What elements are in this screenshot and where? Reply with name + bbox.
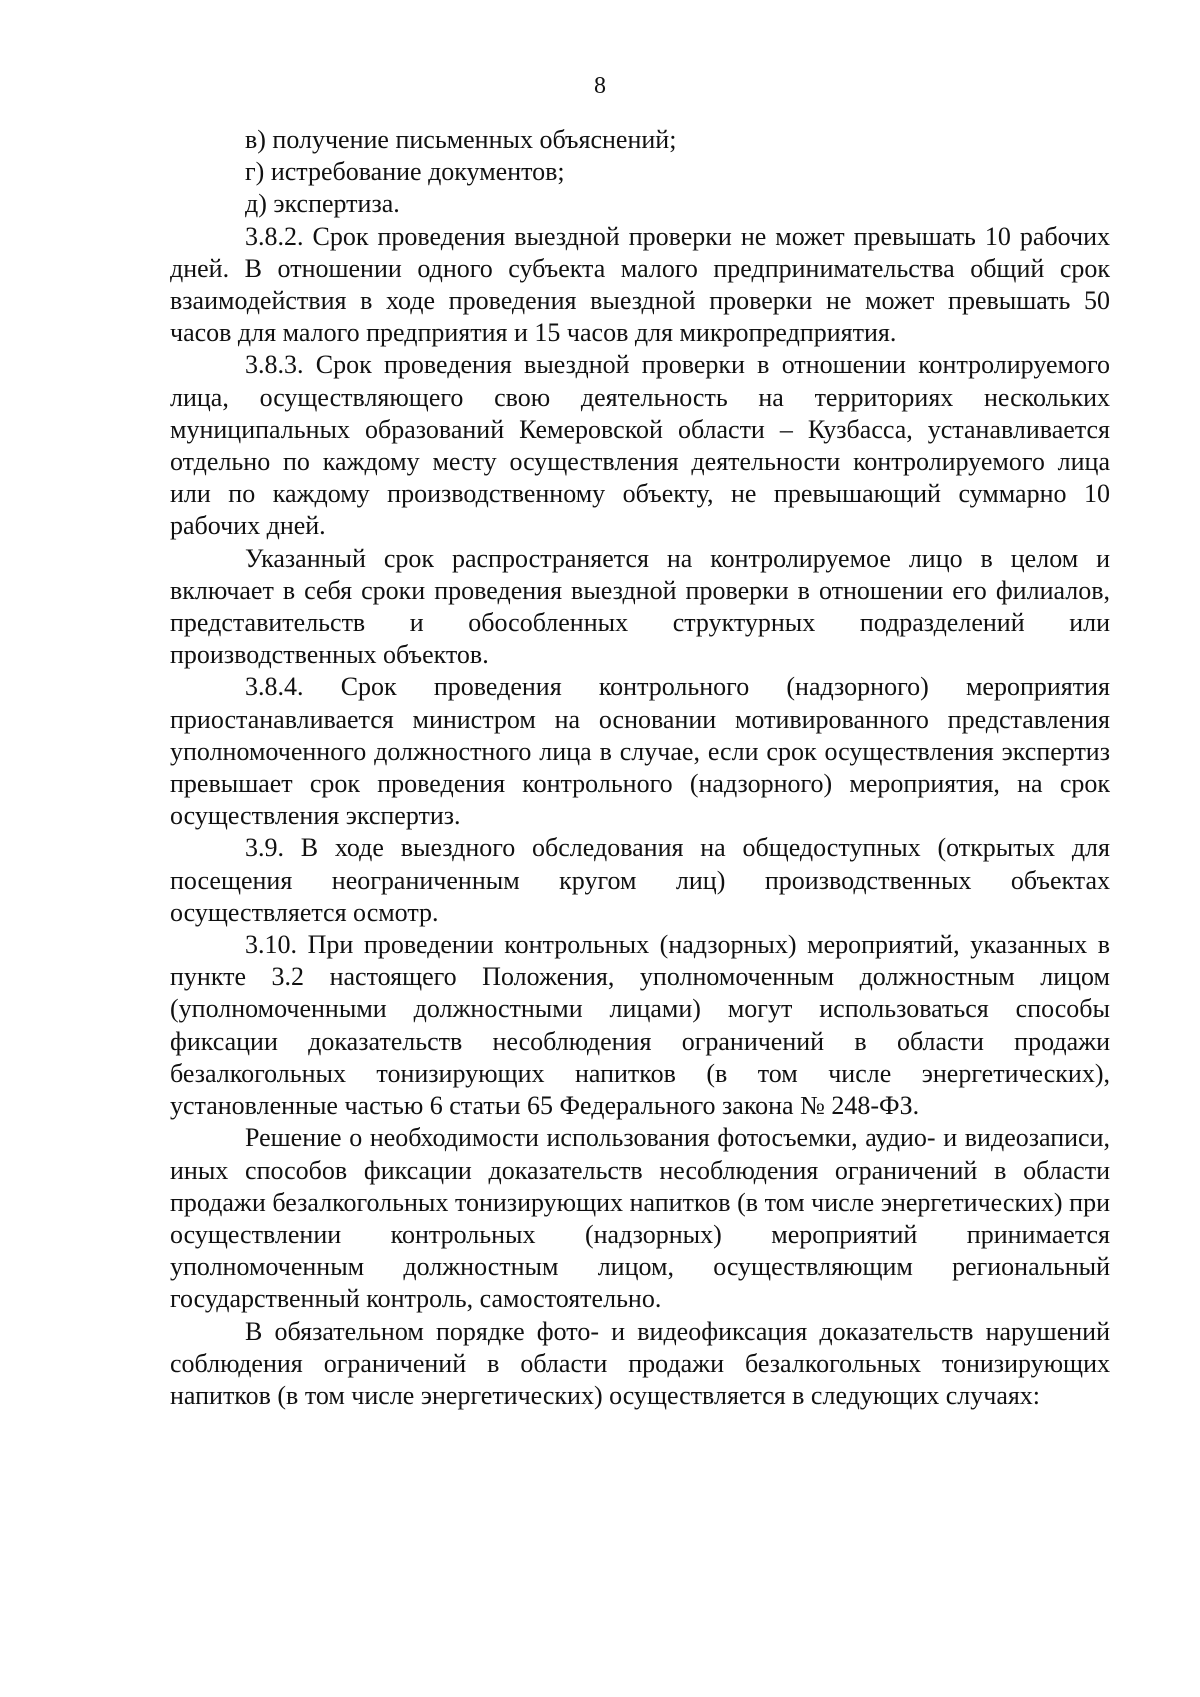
paragraph-recording-decision: Решение о необходимости использования фотосъемки, аудио- и видеозаписи, иных способов фиксации доказательств несоблюдения ограничений в области продажи безалкогольных тонизирующих напитков (в том числе энергетических) при осуществлении контрольных (надзорных) мероприятий принимается уполномоченным должностным лицом, осуществляющим региональный государственный контроль, самостоятельно. xyxy=(170,1123,1110,1314)
paragraph-3-8-4: 3.8.4. Срок проведения контрольного (надзорного) мероприятия приостанавливается министром на основании мотивированного представления уполномоченного должностного лица в случае, если срок осуществления экспертиз превышает срок проведения контрольного (надзорного) мероприятия, на срок осуществления экспертиз. xyxy=(170,672,1110,831)
paragraph-3-9: 3.9. В ходе выездного обследования на общедоступных (открытых для посещения неограниченным кругом лиц) производственных объектах осуществляется осмотр. xyxy=(170,833,1110,927)
paragraph-item-d: д) экспертиза. xyxy=(245,189,400,219)
paragraph-term-scope: Указанный срок распространяется на контролируемое лицо в целом и включает в себя сроки проведения выездной проверки в отношении его филиалов, представительств и обособленных структурных подразделений или производственных объектов. xyxy=(170,543,1110,670)
paragraph-item-g: г) истребование документов; xyxy=(245,157,565,187)
paragraph-3-10: 3.10. При проведении контрольных (надзорных) мероприятий, указанных в пункте 3.2 настоящего Положения, уполномоченным должностным лицом (уполномоченными должностными лицами) могут использоваться способы фиксации доказательств несоблюдения ограничений в области продажи безалкогольных тонизирующих напитков (в том числе энергетических), установленные частью 6 статьи 65 Федерального закона № 248-ФЗ. xyxy=(170,930,1110,1121)
document-body xyxy=(170,124,1110,1412)
paragraph-3-8-2: 3.8.2. Срок проведения выездной проверки не может превышать 10 рабочих дней. В отношении одного субъекта малого предпринимательства общий срок взаимодействия в ходе проведения выездной проверки не может превышать 50 часов для малого предприятия и 15 часов для микропредприятия. xyxy=(170,221,1110,348)
paragraph-3-8-3: 3.8.3. Срок проведения выездной проверки в отношении контролируемого лица, осуществляющего свою деятельность на территориях нескольких муниципальных образований Кемеровской области – Кузбасса, устанавливается отдельно по каждому месту осуществления деятельности контролируемого лица или по каждому производственному объекту, не превышающий суммарно 10 рабочих дней. xyxy=(170,350,1110,541)
paragraph-item-v: в) получение письменных объяснений; xyxy=(245,125,677,154)
paragraph-mandatory-recording: В обязательном порядке фото- и видеофиксация доказательств нарушений соблюдения ограничений в области продажи безалкогольных тонизирующих напитков (в том числе энергетических) осуществляется в следующих случаях: xyxy=(170,1316,1110,1410)
page-number: 8 xyxy=(594,73,606,99)
